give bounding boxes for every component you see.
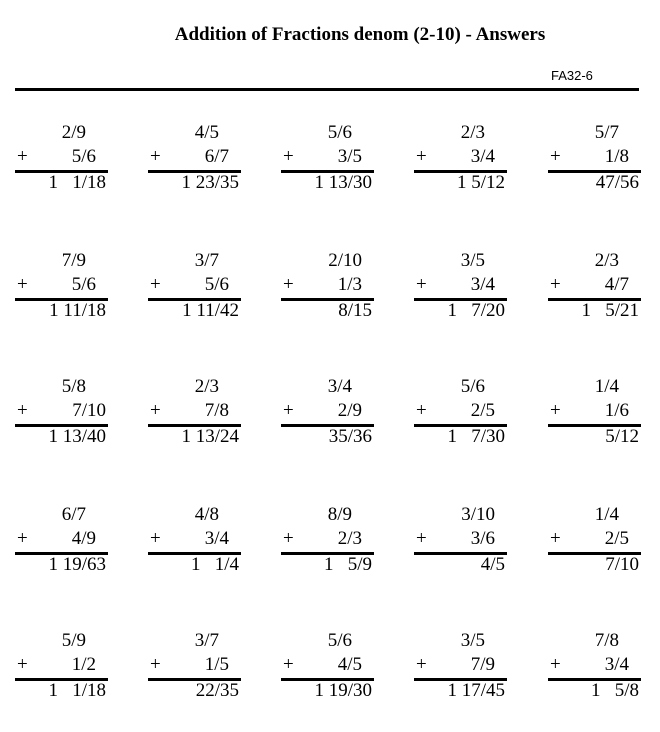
problem-bottom-fraction: 3/4 [204, 528, 229, 549]
problem-item [15, 504, 108, 584]
plus-sign: + [150, 400, 161, 421]
plus-sign: + [283, 528, 294, 549]
problem-bottom-fraction: 3/4 [470, 274, 495, 295]
problem-top-fraction: 2/9 [61, 122, 86, 143]
problem-answer: 4/5 [480, 554, 505, 575]
problem-item [148, 376, 241, 456]
plus-sign: + [17, 400, 28, 421]
problem-bottom-fraction: 7/8 [204, 400, 229, 421]
plus-sign: + [283, 400, 294, 421]
problem-bottom-fraction: 3/5 [337, 146, 362, 167]
problem-answer: 1 5/12 [456, 172, 505, 193]
problem-item [281, 250, 374, 330]
problem-item [414, 250, 507, 330]
problem-item [281, 630, 374, 710]
problem-bottom-fraction: 1/2 [71, 654, 96, 675]
plus-sign: + [17, 146, 28, 167]
problem-item [148, 122, 241, 202]
problem-top-fraction: 4/5 [194, 122, 219, 143]
problem-answer: 1 19/63 [48, 554, 106, 575]
problem-item [148, 504, 241, 584]
problem-bottom-fraction: 4/9 [71, 528, 96, 549]
problem-item [148, 250, 241, 330]
plus-sign: + [416, 528, 427, 549]
plus-sign: + [416, 400, 427, 421]
problem-bottom-fraction: 5/6 [71, 274, 96, 295]
problem-bottom-fraction: 1/8 [604, 146, 629, 167]
problem-item [414, 376, 507, 456]
problem-answer: 47/56 [595, 172, 639, 193]
problem-top-fraction: 5/6 [327, 630, 352, 651]
problem-top-fraction: 5/9 [61, 630, 86, 651]
problem-bottom-fraction: 1/5 [204, 654, 229, 675]
problem-answer: 22/35 [195, 680, 239, 701]
problem-bottom-fraction: 3/4 [604, 654, 629, 675]
problem-item [548, 630, 641, 710]
problem-item [15, 122, 108, 202]
plus-sign: + [550, 654, 561, 675]
problem-top-fraction: 3/5 [460, 630, 485, 651]
problem-answer: 1 19/30 [314, 680, 372, 701]
plus-sign: + [17, 274, 28, 295]
problem-item [15, 630, 108, 710]
problem-item [15, 250, 108, 330]
problem-answer: 7/10 [605, 554, 639, 575]
problem-item [414, 630, 507, 710]
problem-bottom-fraction: 2/5 [604, 528, 629, 549]
plus-sign: + [283, 654, 294, 675]
worksheet-title: Addition of Fractions denom (2-10) - Answers [174, 24, 546, 45]
problem-top-fraction: 7/9 [61, 250, 86, 271]
problem-grid [15, 0, 655, 732]
problem-bottom-fraction: 7/10 [72, 400, 106, 421]
problem-answer: 1 5/21 [581, 300, 639, 321]
problem-answer: 1 13/30 [314, 172, 372, 193]
problem-answer: 1 5/9 [323, 554, 372, 575]
problem-bottom-fraction: 1/3 [337, 274, 362, 295]
problem-top-fraction: 5/8 [61, 376, 86, 397]
problem-answer: 1 11/18 [49, 300, 106, 321]
problem-item [548, 122, 641, 202]
problem-answer: 1 13/40 [48, 426, 106, 447]
problem-top-fraction: 7/8 [594, 630, 619, 651]
problem-bottom-fraction: 7/9 [470, 654, 495, 675]
problem-answer: 1 1/18 [48, 680, 106, 701]
problem-bottom-fraction: 6/7 [204, 146, 229, 167]
problem-top-fraction: 2/3 [460, 122, 485, 143]
plus-sign: + [416, 654, 427, 675]
problem-top-fraction: 8/9 [327, 504, 352, 525]
problem-answer: 1 23/35 [181, 172, 239, 193]
plus-sign: + [17, 654, 28, 675]
problem-bottom-fraction: 2/3 [337, 528, 362, 549]
problem-answer: 1 1/4 [190, 554, 239, 575]
plus-sign: + [150, 528, 161, 549]
plus-sign: + [550, 528, 561, 549]
problem-answer: 1 7/20 [447, 300, 505, 321]
problem-bottom-fraction: 3/6 [470, 528, 495, 549]
plus-sign: + [17, 528, 28, 549]
problem-answer: 1 17/45 [447, 680, 505, 701]
problem-top-fraction: 1/4 [594, 504, 619, 525]
problem-item [148, 630, 241, 710]
plus-sign: + [150, 654, 161, 675]
problem-bottom-fraction: 2/5 [470, 400, 495, 421]
plus-sign: + [283, 146, 294, 167]
problem-answer: 1 11/42 [182, 300, 239, 321]
problem-item [548, 376, 641, 456]
problem-item [281, 504, 374, 584]
problem-top-fraction: 3/7 [194, 630, 219, 651]
problem-top-fraction: 1/4 [594, 376, 619, 397]
problem-top-fraction: 3/5 [460, 250, 485, 271]
plus-sign: + [150, 146, 161, 167]
problem-item [15, 376, 108, 456]
problem-bottom-fraction: 4/5 [337, 654, 362, 675]
worksheet-code: FA32-6 [551, 68, 593, 83]
problem-bottom-fraction: 4/7 [604, 274, 629, 295]
problem-answer: 5/12 [605, 426, 639, 447]
problem-item [414, 122, 507, 202]
problem-bottom-fraction: 5/6 [71, 146, 96, 167]
problem-item [548, 250, 641, 330]
problem-bottom-fraction: 1/6 [604, 400, 629, 421]
plus-sign: + [416, 274, 427, 295]
problem-bottom-fraction: 5/6 [204, 274, 229, 295]
problem-item [548, 504, 641, 584]
problem-answer: 35/36 [328, 426, 372, 447]
problem-top-fraction: 5/7 [594, 122, 619, 143]
problem-top-fraction: 2/3 [194, 376, 219, 397]
problem-item [414, 504, 507, 584]
problem-item [281, 376, 374, 456]
problem-answer: 1 7/30 [447, 426, 505, 447]
problem-answer: 8/15 [338, 300, 372, 321]
problem-answer: 1 1/18 [48, 172, 106, 193]
problem-item [281, 122, 374, 202]
plus-sign: + [550, 146, 561, 167]
problem-top-fraction: 3/4 [327, 376, 352, 397]
plus-sign: + [416, 146, 427, 167]
problem-top-fraction: 4/8 [194, 504, 219, 525]
plus-sign: + [150, 274, 161, 295]
problem-answer: 1 5/8 [590, 680, 639, 701]
problem-top-fraction: 2/3 [594, 250, 619, 271]
problem-bottom-fraction: 2/9 [337, 400, 362, 421]
plus-sign: + [283, 274, 294, 295]
problem-top-fraction: 6/7 [61, 504, 86, 525]
problem-bottom-fraction: 3/4 [470, 146, 495, 167]
problem-top-fraction: 5/6 [460, 376, 485, 397]
plus-sign: + [550, 400, 561, 421]
problem-answer: 1 13/24 [181, 426, 239, 447]
problem-top-fraction: 3/7 [194, 250, 219, 271]
problem-top-fraction: 2/10 [328, 250, 362, 271]
plus-sign: + [550, 274, 561, 295]
problem-top-fraction: 3/10 [461, 504, 495, 525]
problem-top-fraction: 5/6 [327, 122, 352, 143]
